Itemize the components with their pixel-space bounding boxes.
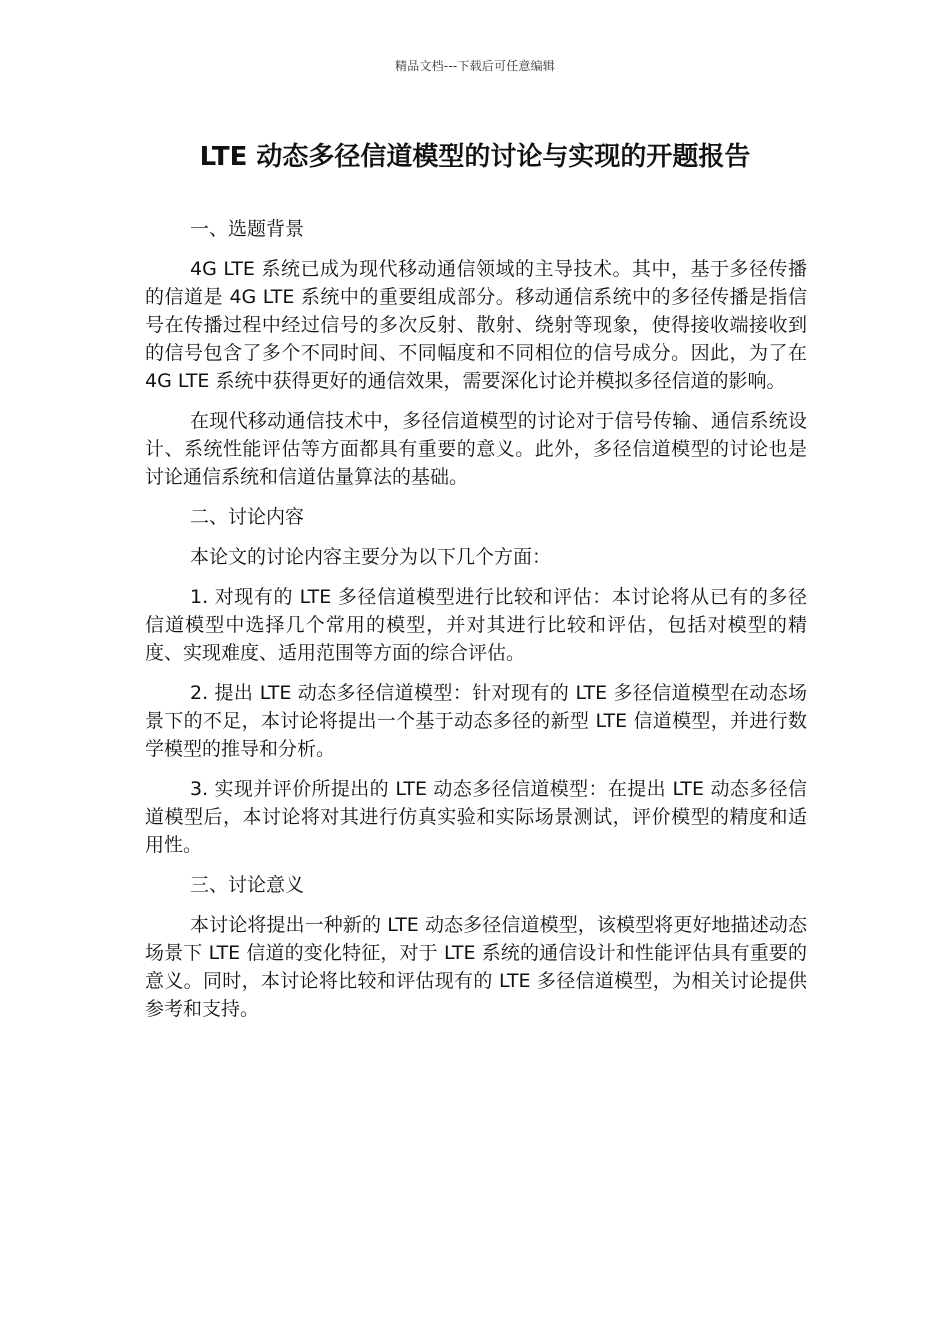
paragraph-content-item-2: 2. 提出 LTE 动态多径信道模型：针对现有的 LTE 多径信道模型在动态场景下的不足，本讨论将提出一个基于动态多径的新型 LTE 信道模型，并进行数学模型的推导和分析。 bbox=[145, 682, 807, 760]
document-body bbox=[145, 215, 807, 1035]
paragraph-content-item-3: 3. 实现并评价所提出的 LTE 动态多径信道模型：在提出 LTE 动态多径信道模型后，本讨论将对其进行仿真实验和实际场景测试，评价模型的精度和适用性。 bbox=[145, 778, 807, 856]
document-title: LTE 动态多径信道模型的讨论与实现的开题报告 bbox=[199, 142, 751, 172]
paragraph-background-1: 4G LTE 系统已成为现代移动通信领域的主导技术。其中，基于多径传播的信道是 4G LTE 系统中的重要组成部分。移动通信系统中的多径传播是指信号在传播过程中经过信号的多次反射、散射、绕射等现象，使得接收端接收到的信号包含了多个不同时间、不同幅度和不同相位的信号成分。因此，为了在 4G LTE 系统中获得更好的通信效果，需要深化讨论并模拟多径信道的影响。 bbox=[145, 258, 807, 392]
paragraph-significance: 本讨论将提出一种新的 LTE 动态多径信道模型，该模型将更好地描述动态场景下 LTE 信道的变化特征，对于 LTE 系统的通信设计和性能评估具有重要的意义。同时，本讨论将比较和评估现有的 LTE 多径信道模型，为相关讨论提供参考和支持。 bbox=[145, 914, 807, 1020]
section-heading-content: 二、讨论内容 bbox=[190, 506, 305, 528]
section-heading-significance: 三、讨论意义 bbox=[190, 874, 305, 896]
paragraph-background-2: 在现代移动通信技术中，多径信道模型的讨论对于信号传输、通信系统设计、系统性能评估等方面都具有重要的意义。此外，多径信道模型的讨论也是讨论通信系统和信道估量算法的基础。 bbox=[145, 410, 807, 488]
section-heading-background: 一、选题背景 bbox=[190, 218, 305, 240]
paragraph-content-intro: 本论文的讨论内容主要分为以下几个方面： bbox=[190, 546, 552, 568]
page-header: 精品文档---下载后可任意编辑 bbox=[395, 59, 555, 73]
paragraph-content-item-1: 1. 对现有的 LTE 多径信道模型进行比较和评估：本讨论将从已有的多径信道模型中选择几个常用的模型，并对其进行比较和评估，包括对模型的精度、实现难度、适用范围等方面的综合评估。 bbox=[145, 586, 807, 664]
